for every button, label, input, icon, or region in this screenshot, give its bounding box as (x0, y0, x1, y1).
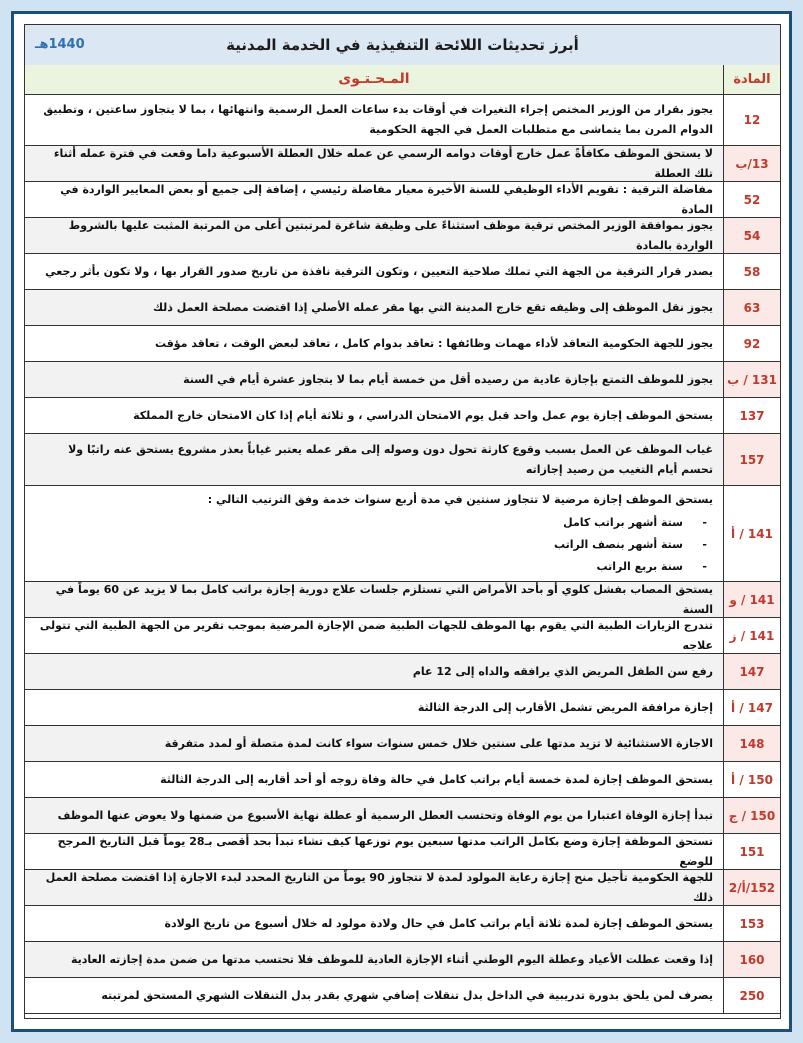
table-row (25, 762, 780, 798)
article-content (25, 218, 723, 253)
table-row (25, 362, 780, 398)
article-text: يصدر قرار الترقية من الجهة التي تملك صلاحية التعيين ، وتكون الترقية نافذة من تاريخ صدور القرار بها ، ولا تكون بأثر رجعي (45, 264, 713, 278)
table-row (25, 834, 780, 870)
article-text: تستحق الموظفة إجازة وضع بكامل الراتب مدتها سبعين يوم توزعها كيف تشاء تبدأ بحد أقصى بـ28 يوماً قبل التاريخ المرجح للوضع (57, 834, 713, 868)
dash-icon: - (702, 515, 707, 529)
article-number: 250 (723, 978, 780, 1013)
table-row (25, 978, 780, 1014)
bullet-text: سنة بربع الراتب (596, 559, 683, 573)
article-number: 150 / ج (723, 798, 780, 833)
article-text: يستحق المصاب بفشل كلوي أو بأحد الأمراض التي تستلزم جلسات علاج دورية إجازة براتب كامل بما لا يزيد عن 60 يوماً في السنة (55, 582, 713, 616)
article-content (25, 254, 723, 289)
bullet-item (33, 512, 713, 534)
table-row (25, 398, 780, 434)
article-number: 52 (723, 182, 780, 217)
article-content (25, 906, 723, 941)
article-number: 151 (723, 834, 780, 869)
updates-table (24, 24, 781, 1019)
article-text: يجوز للموظف التمتع بإجازة عادية من رصيده أقل من خمسة أيام بما لا يتجاوز عشرة أيام في السنة (183, 372, 713, 386)
article-text: رفع سن الطفل المريض الذي يرافقه والداه إلى 12 عام (412, 664, 713, 678)
table-row (25, 290, 780, 326)
article-text: غياب الموظف عن العمل بسبب وقوع كارثة تحول دون وصوله إلى مقر عمله يعتبر غياباً بعذر مشروع يستحق عنه راتبًا ولا تحسم أيام التغيب من رصيد إجازاته (68, 442, 713, 476)
title-bar (25, 25, 780, 66)
table-row (25, 870, 780, 906)
article-content (25, 978, 723, 1013)
article-content (25, 94, 723, 145)
dash-icon: - (702, 537, 707, 551)
bullet-text: ستة أشهر براتب كامل (563, 515, 683, 529)
article-number: 152/أ/2 (723, 870, 780, 905)
article-text: يجوز نقل الموظف إلى وظيفه تقع خارج المدينة التي بها مقر عمله الأصلي إذا اقتضت مصلحة العمل ذلك (152, 300, 713, 314)
article-content (25, 798, 723, 833)
article-text: يجوز بموافقة الوزير المختص ترقية موظف استثناءً على وظيفة شاغرة لمرتبتين أعلى من المرتبة المثبت عليها بالشروط الواردة بالمادة (68, 218, 713, 252)
article-number: 54 (723, 218, 780, 253)
article-content (25, 690, 723, 725)
table-row (25, 618, 780, 654)
article-number: 137 (723, 398, 780, 433)
table-row (25, 182, 780, 218)
article-number: 147 (723, 654, 780, 689)
table-body (25, 94, 780, 1014)
article-text: تبدأ إجازة الوفاة اعتبارا من يوم الوفاة وتحتسب العطل الرسمية أو عطلة نهاية الأسبوع من ضمنها ولا يعوض عنها الموظف (57, 808, 713, 822)
article-text: يستحق الموظف إجازة لمدة ثلاثة أيام براتب كامل في حال ولادة مولود له خلال أسبوع من تاريخ الولادة (164, 916, 713, 930)
table-row (25, 942, 780, 978)
article-content (25, 582, 723, 617)
bullet-list (33, 512, 713, 578)
article-number: 141 / ز (723, 618, 780, 653)
article-text: للجهة الحكومية تأجيل منح إجازة رعاية المولود لمدة لا تتجاوز 90 يوماً من التاريخ المحدد لبدء الاجازة إذا اقتضت مصلحة العمل ذلك (45, 870, 713, 904)
article-number: 148 (723, 726, 780, 761)
article-content (25, 434, 723, 485)
table-header (25, 65, 780, 95)
article-column-header: المادة (723, 65, 780, 94)
article-content (25, 398, 723, 433)
article-text: إذا وقعت عطلت الأعياد وعطلة اليوم الوطني أثناء الإجازة العادية للموظف فلا تحتسب مدتها من ضمن مدة إجازته العادية (70, 952, 713, 966)
dash-icon: - (702, 559, 707, 573)
article-content (25, 726, 723, 761)
article-number: 13/ب (723, 146, 780, 181)
article-text: الاجازة الاستثنائية لا تزيد مدتها على سنتين خلال خمس سنوات سواء كانت لمدة متصلة أو لمدد متفرقة (164, 736, 713, 750)
table-row (25, 218, 780, 254)
table-row (25, 906, 780, 942)
article-number: 141 / أ (723, 486, 780, 581)
table-row (25, 254, 780, 290)
table-row (25, 486, 780, 582)
article-text: يستحق الموظف إجازة مرضية لا تتجاوز سنتين في مدة أربع سنوات خدمة وفق الترتيب التالي : (207, 492, 713, 506)
article-text: يستحق الموظف إجازة لمدة خمسة أيام براتب كامل في حالة وفاة زوجه أو أحد أقاربه إلى الدرجة الثالثة (160, 772, 713, 786)
table-row (25, 434, 780, 486)
table-row (25, 798, 780, 834)
article-number: 160 (723, 942, 780, 977)
article-number: 12 (723, 94, 780, 145)
article-number: 147 / أ (723, 690, 780, 725)
table-row (25, 94, 780, 146)
article-content (25, 326, 723, 361)
table-row (25, 690, 780, 726)
article-number: 141 / و (723, 582, 780, 617)
article-content (25, 486, 723, 581)
article-number: 153 (723, 906, 780, 941)
article-text: تندرج الزيارات الطبية التي يقوم بها الموظف للجهات الطبية ضمن الإجازة المرضية بموجب تقرير من الجهة الطبية التي تتولى علاجه (39, 618, 713, 652)
article-content (25, 146, 723, 181)
article-content (25, 762, 723, 797)
article-number: 157 (723, 434, 780, 485)
article-content (25, 182, 723, 217)
article-content (25, 290, 723, 325)
hijri-year: 1440هـ (35, 37, 85, 52)
table-row (25, 326, 780, 362)
article-text: يجوز للجهة الحكومية التعاقد لأداء مهمات وظائفها : تعاقد بدوام كامل ، تعاقد لبعض الوقت ، تعاقد مؤقت (154, 336, 713, 350)
article-number: 131 / ب (723, 362, 780, 397)
table-row (25, 654, 780, 690)
table-row (25, 582, 780, 618)
article-content (25, 834, 723, 869)
article-content (25, 870, 723, 905)
article-number: 92 (723, 326, 780, 361)
table-row (25, 726, 780, 762)
article-number: 58 (723, 254, 780, 289)
article-content (25, 654, 723, 689)
article-number: 150 / أ (723, 762, 780, 797)
article-text: مفاضلة الترقية : تقويم الأداء الوظيفي للسنة الأخيرة معيار مفاضلة رئيسي ، إضافة إلى جميع أو بعض المعايير الواردة في المادة (60, 182, 713, 216)
article-text: يستحق الموظف إجازة يوم عمل واحد قبل يوم الامتحان الدراسي ، و ثلاثة أيام إذا كان الامتحان خارج المملكة (133, 408, 713, 422)
article-text: إجازة مرافقة المريض تشمل الأقارب إلى الدرجة الثالثة (417, 700, 713, 714)
article-content (25, 618, 723, 653)
article-content (25, 362, 723, 397)
table-row (25, 146, 780, 182)
page-title: أبرز تحديثات اللائحة التنفيذية في الخدمة المدنية (226, 36, 579, 54)
article-number: 63 (723, 290, 780, 325)
article-text: يصرف لمن يلحق بدورة تدريبية في الداخل بدل تنقلات إضافي شهري بقدر بدل التنقلات الشهري المستحق لمرتبته (101, 988, 713, 1002)
bullet-item (33, 556, 713, 578)
article-content (25, 942, 723, 977)
content-column-header: المـحـتـوى (25, 65, 723, 94)
bullet-text: ستة أشهر بنصف الراتب (553, 537, 683, 551)
article-text: لا يستحق الموظف مكافأةً عمل خارج أوقات دوامه الرسمي عن عمله خلال العطلة الأسبوعية داما وقعت في فترة عمله أثناء تلك العطلة (53, 146, 713, 180)
bullet-item (33, 534, 713, 556)
article-text: يجوز بقرار من الوزير المختص إجراء التغيرات في أوقات بدء ساعات العمل الرسمية وانتهائها ، بما لا يتجاوز ساعتين ، وتطبيق الدوام المرن بما يتماشى مع متطلبات العمل في الجهة الحكومية (43, 102, 713, 136)
